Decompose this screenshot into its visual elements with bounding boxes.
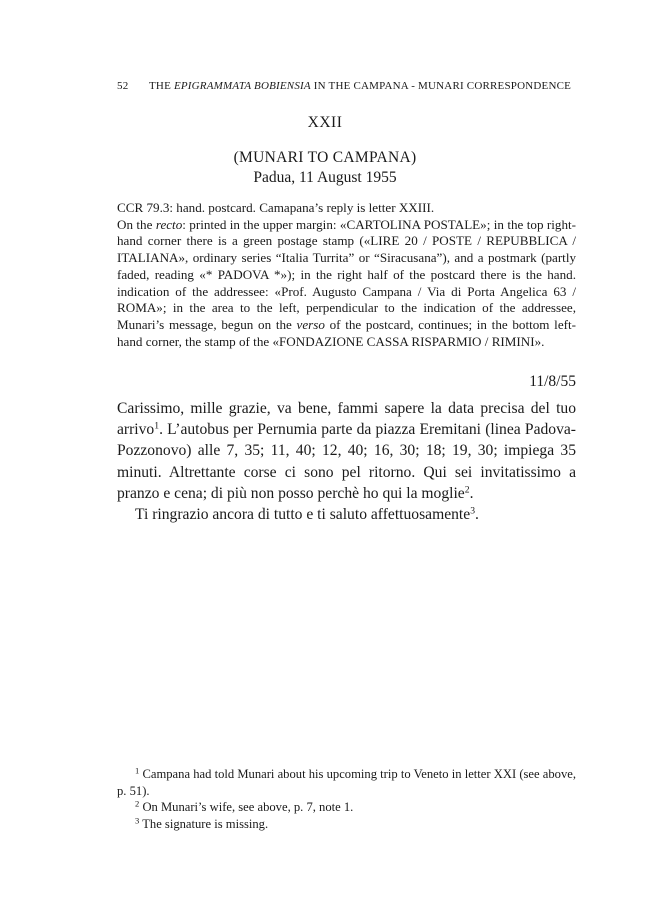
- footnotes: [117, 766, 576, 832]
- paragraph-1-text-b: . L’autobus per Pernumia parte da piazza Eremitani (linea Padova-Pozzonovo) alle 7, 35; 11, 40; 12, 40; 16, 30; 18; 19, 30; impiega 35 minuti. Altrettante corse ci sono pel ritorno. Qui sei invitatissimo a pranzo e cena; di più non posso perchè ho qui la moglie: [117, 421, 576, 502]
- running-head-title-pre: THE: [149, 80, 174, 92]
- footnote-ref-2: 2: [464, 484, 470, 496]
- description-verso: verso: [296, 316, 325, 332]
- description-recto: recto: [155, 216, 183, 232]
- footnote-3: [117, 816, 576, 833]
- running-head: [117, 80, 572, 92]
- running-head-title-post: IN THE CAMPANA - MUNARI CORRESPONDENCE: [310, 80, 572, 92]
- running-head-title: [149, 80, 571, 92]
- footnote-text: The signature is missing.: [142, 816, 269, 831]
- page-number: 52: [117, 80, 129, 92]
- footnote-1: [117, 766, 576, 799]
- letter-heading: (MUNARI TO CAMPANA): [233, 149, 417, 166]
- paragraph-2-text-a: Ti ringrazio ancora di tutto e ti saluto affettuosamente: [135, 506, 471, 524]
- running-head-title-italic: EPIGRAMMATA BOBIENSIA: [173, 80, 311, 92]
- footnote-mark: 2: [135, 798, 140, 809]
- footnote-text: Campana had told Munari about his upcoming trip to Veneto in letter XXI (see above, p. 51).: [117, 767, 576, 798]
- letter-date: 11/8/55: [529, 373, 576, 390]
- description-line-1: CCR 79.3: hand. postcard. Camapana’s reply is letter XXIII.: [117, 200, 435, 215]
- letter-paragraph-2: [117, 504, 576, 525]
- footnote-mark: 3: [135, 815, 140, 826]
- footnote-ref-3: 3: [470, 505, 476, 517]
- letter-body: [117, 398, 576, 525]
- paragraph-2-text-b: .: [475, 506, 479, 524]
- letter-description: [117, 200, 576, 350]
- paragraph-1-text-a: Carissimo, mille grazie, va bene, fammi sapere la data precisa del tuo arrivo: [117, 400, 576, 439]
- description-part-3: of the postcard, continues; in the bottom left-hand corner, the stamp of the «FONDAZIONE CASSA RISPARMIO / RIMINI».: [117, 316, 576, 349]
- letter-number: XXII: [307, 114, 343, 131]
- footnote-ref-1: 1: [154, 420, 160, 432]
- letter-paragraph-1: [117, 398, 576, 504]
- paragraph-1-text-c: .: [469, 484, 474, 502]
- footnote-text: On Munari’s wife, see above, p. 7, note 1.: [142, 800, 354, 815]
- letter-dateline: Padua, 11 August 1955: [253, 169, 397, 186]
- description-on-the: On the: [117, 216, 156, 232]
- footnote-2: [117, 799, 576, 816]
- footnote-mark: 1: [135, 765, 140, 776]
- description-part-2: : printed in the upper margin: «CARTOLINA POSTALE»; in the top right-hand corner there is a green postage stamp («LIRE 20 / POSTE / REPUBBLICA / ITALIANA», ordinary series “Italia Turrita” or “Siracusana”), and a postmark (partly faded, reading «* PADOVA *»); in the right half of the postcard there is the hand. indication of the addressee: «Prof. Augusto Campana / Via di Porta Angelica 63 / ROMA»; in the area to the left, perpendicular to the indication of the addressee, Munari’s message, begun on the: [117, 216, 577, 332]
